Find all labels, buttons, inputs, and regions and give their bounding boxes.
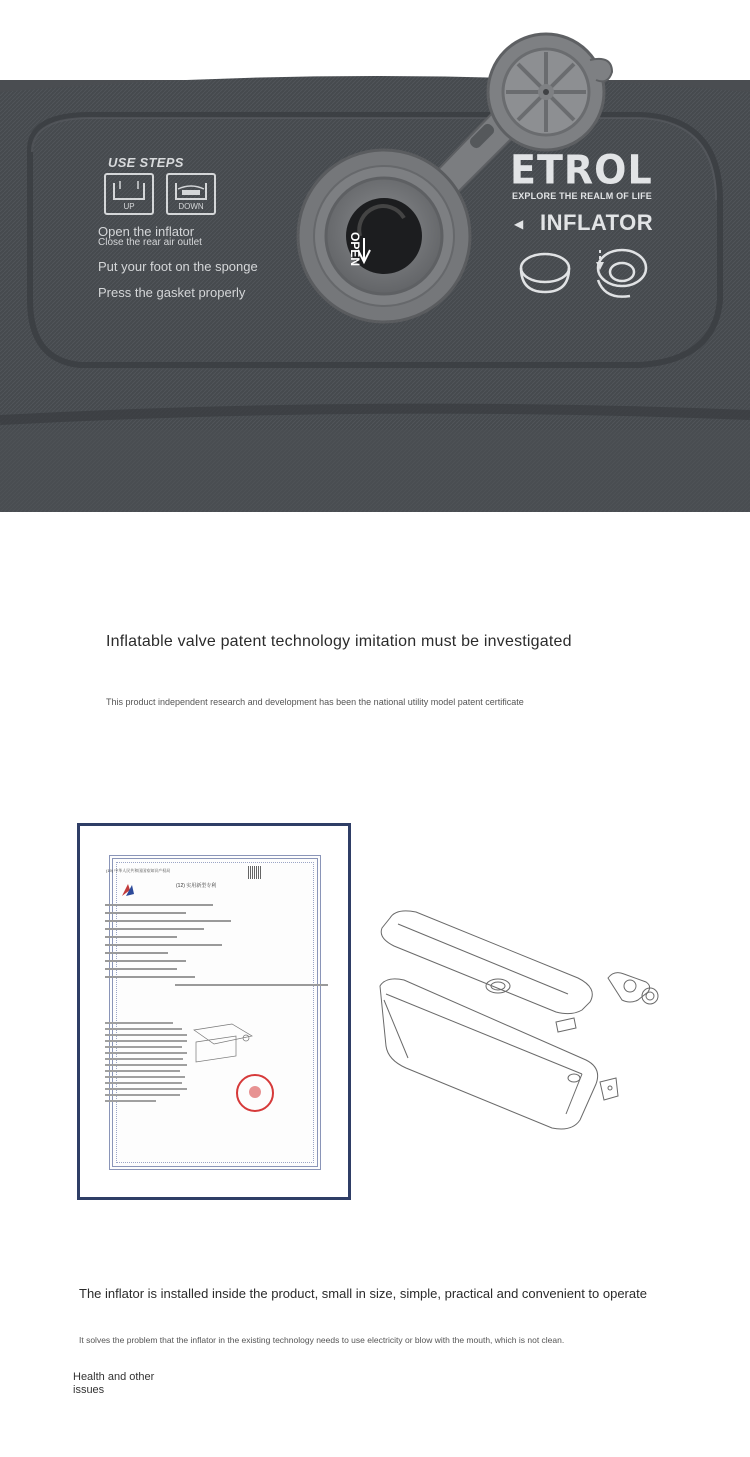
up-step-icon: [104, 173, 154, 215]
certificate-frame: [109, 855, 321, 1170]
patent-subtext: This product independent research and development has been the national utility model patent certificate: [106, 697, 524, 707]
step-foot-on-sponge: Put your foot on the sponge: [98, 259, 258, 274]
valve-open-label: OPEN: [348, 232, 362, 267]
patent-office-logo: [120, 882, 136, 898]
certificate-patent-type: (12) 实用新型专利: [176, 883, 217, 889]
step-open-inflator: Open the inflator: [98, 224, 195, 239]
down-step-label: DOWN: [178, 202, 204, 211]
product-hero-image: [0, 0, 750, 512]
official-red-seal: [236, 1074, 274, 1112]
certificate-office: (19) 中华人民共和国国家知识产权局: [106, 868, 171, 873]
certificate-bibliographic-data: [105, 904, 285, 992]
mattress-illustration: [0, 0, 750, 512]
health-heading: Health and other issues: [73, 1371, 155, 1396]
step-press-gasket: Press the gasket properly: [98, 285, 246, 300]
patent-certificate-image: [77, 823, 351, 1200]
left-arrow-icon: ◀: [514, 217, 524, 231]
down-step-icon: [166, 173, 216, 215]
up-step-label: UP: [123, 202, 135, 211]
step-close-outlet: Close the rear air outlet: [98, 237, 202, 248]
patent-heading: Inflatable valve patent technology imitation must be investigated: [106, 633, 572, 650]
installation-heading: The inflator is installed inside the product, small in size, simple, practical and convenient to operate: [79, 1286, 647, 1301]
installation-subtext: It solves the problem that the inflator in the existing technology needs to use electricity or blow with the mouth, which is not clean.: [79, 1335, 565, 1345]
brand-tagline: EXPLORE THE REALM OF LIFE: [512, 191, 653, 201]
brand-logo: ETROL: [510, 146, 653, 194]
use-steps-title: USE STEPS: [108, 155, 184, 170]
product-exploded-drawing: [368, 900, 678, 1140]
qr-code-icon: [248, 866, 261, 879]
product-name: INFLATOR: [540, 210, 654, 235]
certificate-mini-drawing: [192, 1022, 262, 1067]
